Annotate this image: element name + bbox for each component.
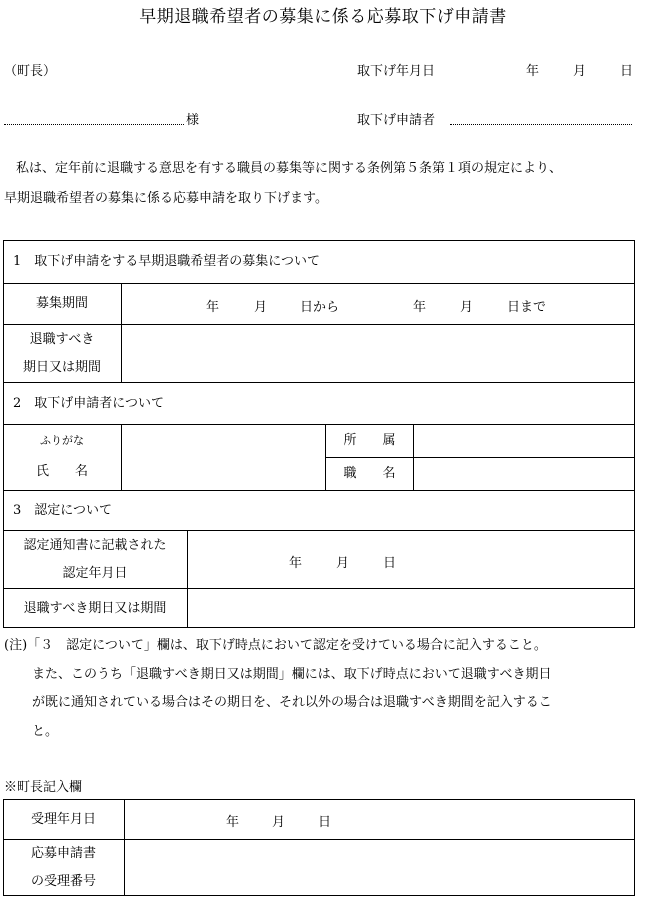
section-2-heading: 2 取下げ申請者について	[13, 395, 165, 411]
period-to-year: 年	[413, 300, 427, 315]
retirement-date-label-line2: 期日又は期間	[22, 359, 101, 375]
retirement-period-field[interactable]	[188, 589, 634, 628]
period-to-day: 日まで	[507, 300, 547, 315]
page-title: 早期退職希望者の募集に係る応募取下げ申請書	[139, 7, 507, 27]
receipt-number-label	[3, 840, 124, 896]
note-line-4: と。	[32, 724, 59, 739]
mayor-section-heading: ※町長記入欄	[4, 780, 83, 795]
period-from-day: 日から	[300, 300, 340, 315]
intro-line-1: 私は、定年前に退職する意思を有する職員の募集等に関する条例第５条第１項の規定により、	[16, 161, 563, 176]
receipt-number-field[interactable]	[125, 840, 634, 896]
recruitment-period-label: 募集期間	[35, 296, 88, 311]
name-field[interactable]	[122, 425, 325, 490]
withdraw-date-label: 取下げ年月日	[357, 64, 436, 79]
position-field[interactable]	[414, 458, 634, 490]
addressee-name-line[interactable]	[4, 124, 184, 125]
retirement-date-label-line1: 退職すべき	[29, 331, 95, 347]
furigana-label: ふりがな	[40, 434, 84, 447]
affiliation-label: 所 属	[343, 433, 396, 448]
received-day: 日	[318, 815, 332, 830]
applicant-name-line[interactable]	[450, 124, 632, 125]
withdraw-year: 年	[526, 64, 540, 79]
retirement-date-label	[3, 325, 121, 382]
receipt-number-label-line2: の受理番号	[30, 874, 96, 889]
name-label: 氏 名	[35, 464, 88, 479]
period-from-month: 月	[254, 300, 268, 315]
retirement-period-label: 退職すべき期日又は期間	[23, 600, 167, 616]
received-year: 年	[226, 815, 240, 830]
retirement-date-field[interactable]	[122, 325, 634, 382]
period-from-year: 年	[206, 300, 220, 315]
affiliation-field[interactable]	[414, 425, 634, 457]
period-to-month: 月	[460, 300, 474, 315]
position-label: 職 名	[343, 466, 396, 481]
note-line-3: が既に通知されている場合はその期日を、それ以外の場合は退職すべき期間を記入するこ	[32, 695, 552, 710]
note-line-2: また、このうち「退職すべき期日又は期間」欄には、取下げ時点において退職すべき期日	[32, 667, 552, 682]
addressee: （町長）	[4, 64, 57, 79]
certification-date-label-line1: 認定通知書に記載された	[23, 537, 167, 553]
honorific: 様	[186, 113, 200, 128]
section-3-heading: 3 認定について	[13, 502, 113, 518]
cert-month: 月	[336, 556, 350, 571]
applicant-label: 取下げ申請者	[357, 113, 436, 128]
received-date-label: 受理年月日	[30, 811, 96, 827]
certification-date-label-line2: 認定年月日	[62, 565, 128, 581]
receipt-number-label-line1: 応募申請書	[30, 846, 96, 861]
note-line-1: (注)「３ 認定について」欄は、取下げ時点において認定を受けている場合に記入すること。	[4, 638, 547, 653]
cert-day: 日	[383, 556, 397, 571]
received-month: 月	[272, 815, 286, 830]
withdraw-month: 月	[573, 64, 587, 79]
certification-date-label	[3, 531, 187, 588]
section-1-heading: 1 取下げ申請をする早期退職希望者の募集について	[13, 254, 321, 269]
intro-line-2: 早期退職希望者の募集に係る応募申請を取り下げます。	[4, 191, 328, 206]
cert-year: 年	[289, 556, 303, 571]
withdraw-day: 日	[620, 64, 634, 79]
